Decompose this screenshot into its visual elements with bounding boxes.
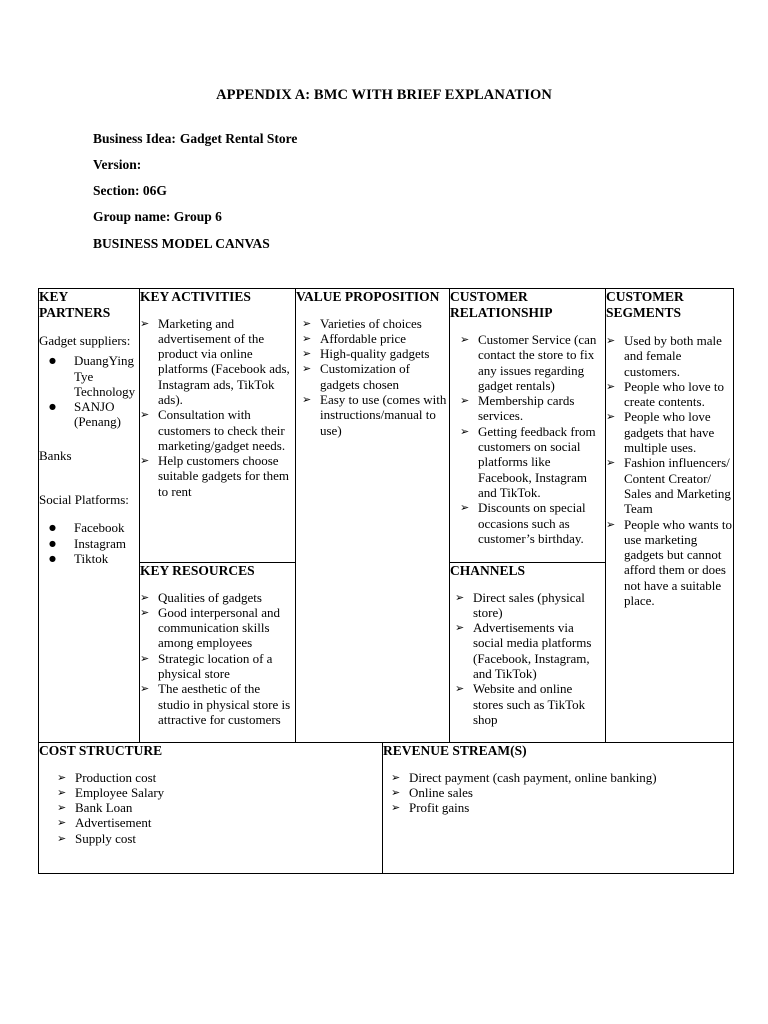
- list-item: ➢ Easy to use (comes with instructions/manual to use): [302, 392, 449, 438]
- list-item: ➢ Used by both male and female customers.: [606, 333, 733, 379]
- value-proposition-box: [295, 288, 450, 743]
- channels-box: [449, 562, 606, 743]
- list-item: ● Tiktok: [39, 551, 139, 566]
- list-item: ● Facebook: [39, 520, 139, 535]
- list-item: ➢ Customization of gadgets chosen: [302, 361, 449, 392]
- list-item: ➢ Advertisement: [57, 815, 382, 830]
- customer-segments-box: [605, 288, 734, 743]
- social-platforms-list: [39, 520, 139, 566]
- canvas-label: BUSINESS MODEL CANVAS: [93, 236, 270, 251]
- list-item: ➢ The aesthetic of the studio in physical store is attractive for customers: [140, 681, 295, 727]
- revenue-streams-header: REVENUE STREAM(S): [383, 743, 527, 758]
- key-activities-box: [139, 288, 296, 563]
- cost-structure-header: COST STRUCTURE: [39, 743, 163, 758]
- key-partners-header: KEY PARTNERS: [39, 289, 111, 320]
- list-item: ➢ Direct payment (cash payment, online banking): [391, 770, 733, 785]
- customer-segments-header: CUSTOMER SEGMENTS: [606, 289, 684, 320]
- business-idea-label: Business Idea:: [93, 131, 176, 146]
- list-item: ➢ Getting feedback from customers on social platforms like Facebook, Instagram and TikTok.: [460, 424, 605, 500]
- key-activities-list: [140, 316, 295, 500]
- key-resources-header: KEY RESOURCES: [140, 563, 255, 578]
- list-item: ➢ Good interpersonal and communication skills among employees: [140, 605, 295, 651]
- list-item: ➢ Advertisements via social media platforms (Facebook, Instagram, and TikTok): [455, 620, 605, 681]
- list-item: ➢ Direct sales (physical store): [455, 590, 605, 621]
- list-item: ➢ Qualities of gadgets: [140, 590, 295, 605]
- list-item: ➢ Employee Salary: [57, 785, 382, 800]
- cost-structure-list: [57, 770, 382, 846]
- list-item: ➢ Marketing and advertisement of the product via online platforms (Facebook ads, Instagram ads, TikTok ads).: [140, 316, 295, 408]
- list-item: ➢ Varieties of choices: [302, 316, 449, 331]
- version-label: Version:: [93, 157, 142, 172]
- list-item: ● SANJO (Penang): [39, 399, 139, 430]
- list-item: ➢ Online sales: [391, 785, 733, 800]
- customer-relationship-list: [460, 332, 605, 546]
- cost-structure-box: [38, 742, 383, 874]
- key-activities-header: KEY ACTIVITIES: [140, 289, 251, 304]
- business-idea-line: [93, 131, 297, 147]
- list-item: ➢ Strategic location of a physical store: [140, 651, 295, 682]
- list-item: ➢ Production cost: [57, 770, 382, 785]
- banks-label: Banks: [39, 447, 72, 463]
- customer-relationship-box: [449, 288, 606, 563]
- list-item: ➢ Customer Service (can contact the store to fix any issues regarding gadget rentals): [460, 332, 605, 393]
- list-item: ➢ Membership cards services.: [460, 393, 605, 424]
- value-proposition-list: [302, 316, 449, 438]
- key-partners-box: [38, 288, 140, 743]
- key-resources-list: [140, 590, 295, 728]
- list-item: ➢ People who love to create contents.: [606, 379, 733, 410]
- list-item: ➢ Supply cost: [57, 831, 382, 846]
- list-item: ➢ Website and online stores such as TikTok shop: [455, 681, 605, 727]
- list-item: ➢ Affordable price: [302, 331, 449, 346]
- list-item: ● Instagram: [39, 536, 139, 551]
- channels-header: CHANNELS: [450, 563, 526, 578]
- value-proposition-header: VALUE PROPOSITION: [296, 289, 440, 304]
- group-label: Group name: Group 6: [93, 209, 222, 224]
- suppliers-list: [39, 353, 139, 429]
- channels-list: [455, 590, 605, 728]
- list-item: ➢ Consultation with customers to check their marketing/gadget needs.: [140, 407, 295, 453]
- social-platforms-label: Social Platforms:: [39, 492, 129, 508]
- suppliers-label: Gadget suppliers:: [39, 333, 131, 348]
- section-label: Section: 06G: [93, 183, 167, 198]
- customer-segments-list: [606, 333, 733, 608]
- customer-relationship-header: CUSTOMER RELATIONSHIP: [450, 289, 553, 320]
- key-resources-box: [139, 562, 296, 743]
- list-item: ➢ People who wants to use marketing gadgets but cannot afford them or does not have a suitable place.: [606, 517, 733, 609]
- list-item: ➢ Discounts on special occasions such as customer’s birthday.: [460, 500, 605, 546]
- revenue-streams-box: [382, 742, 734, 874]
- list-item: ➢ Profit gains: [391, 800, 733, 815]
- revenue-streams-list: [391, 770, 733, 816]
- list-item: ➢ High-quality gadgets: [302, 346, 449, 361]
- list-item: ➢ Bank Loan: [57, 800, 382, 815]
- document-title: APPENDIX A: BMC WITH BRIEF EXPLANATION: [216, 87, 552, 103]
- list-item: ● DuangYing Tye Technology: [39, 353, 139, 399]
- list-item: ➢ Fashion influencers/ Content Creator/ Sales and Marketing Team: [606, 455, 733, 516]
- list-item: ➢ Help customers choose suitable gadgets for them to rent: [140, 453, 295, 499]
- business-idea-value: Gadget Rental Store: [179, 131, 298, 146]
- list-item: ➢ People who love gadgets that have multiple uses.: [606, 409, 733, 455]
